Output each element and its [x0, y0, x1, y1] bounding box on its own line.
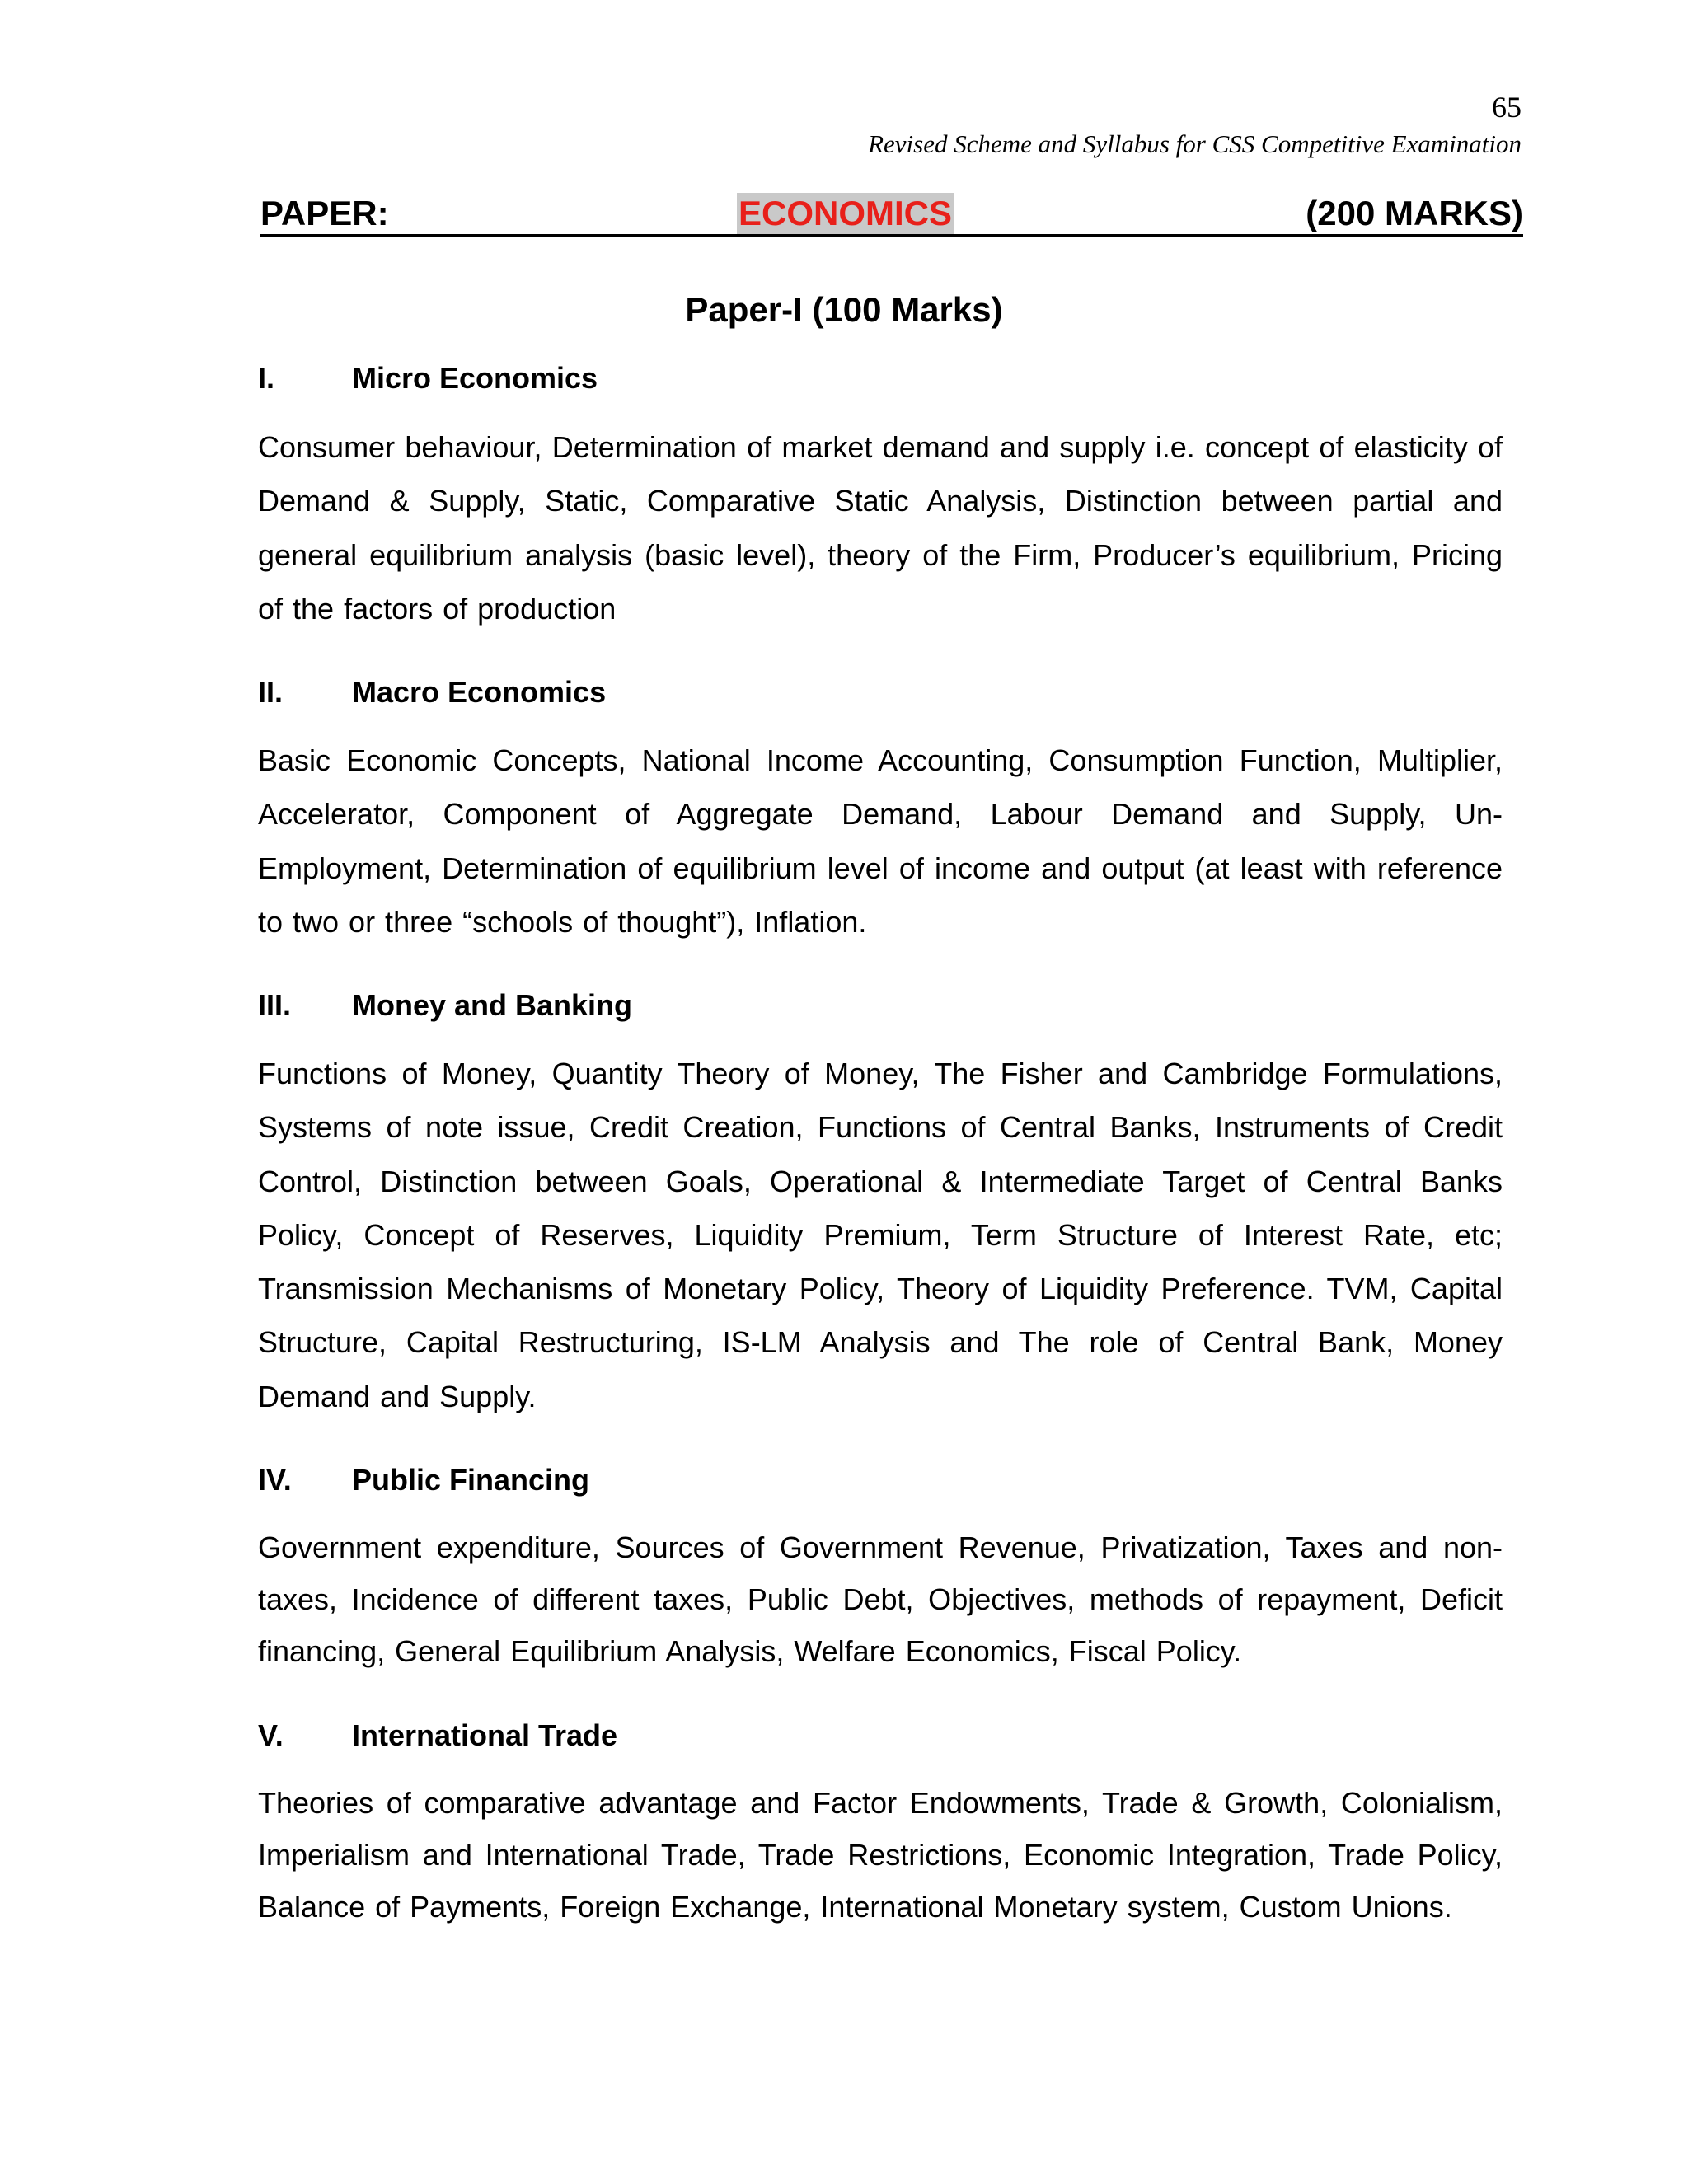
paper-line [260, 193, 1523, 237]
section-numeral: V. [258, 1718, 284, 1752]
section-title: Money and Banking [352, 988, 633, 1022]
section-title: Micro Economics [352, 361, 598, 395]
paper-title: Paper-I (100 Marks) [685, 290, 1003, 329]
running-header: Revised Scheme and Syllabus for CSS Competitive Examination [868, 129, 1522, 158]
section-numeral: III. [258, 988, 292, 1022]
section-numeral: IV. [258, 1463, 292, 1497]
paper-label: PAPER: [260, 194, 389, 232]
section-title: Public Financing [352, 1463, 590, 1497]
section-title: International Trade [352, 1718, 618, 1752]
section-body: Consumer behaviour, Determination of market demand and supply i.e. concept of elasticity of Demand & Supply, Static, Comparative Static Analysis, Distinction between partial and general equilibrium analysis (basic level), theory of the Firm, Producer’s equilibrium, Pricing of the factors of production [258, 430, 1503, 626]
page-number: 65 [1492, 91, 1522, 124]
section-body: Theories of comparative advantage and Factor Endowments, Trade & Growth, Colonialism, Imperialism and International Trade, Trade Restrictions, Economic Integration, Trade Policy, Balance of Payments, Foreign Exchange, International Monetary system, Custom Unions. [258, 1786, 1503, 1924]
section-numeral: I. [258, 361, 275, 395]
section-body: Functions of Money, Quantity Theory of Money, The Fisher and Cambridge Formulations, Systems of note issue, Credit Creation, Functions of Central Banks, Instruments of Credit Control, Distinction between Goals, Operational & Intermediate Target of Central Banks Policy, Concept of Reserves, Liquidity Premium, Term Structure of Interest Rate, etc; Transmission Mechanisms of Monetary Policy, Theory of Liquidity Preference. TVM, Capital Structure, Capital Restructuring, IS-LM Analysis and The role of Central Bank, Money Demand and Supply. [258, 1057, 1503, 1413]
paper-subject: ECONOMICS [738, 194, 953, 232]
section-body: Government expenditure, Sources of Government Revenue, Privatization, Taxes and non-taxes, Incidence of different taxes, Public Debt, Objectives, methods of repayment, Deficit financing, General Equilibrium Analysis, Welfare Economics, Fiscal Policy. [258, 1530, 1503, 1668]
paper-marks: (200 MARKS) [1306, 194, 1523, 232]
section-title: Macro Economics [352, 675, 607, 709]
section-body: Basic Economic Concepts, National Income Accounting, Consumption Function, Multiplier, Accelerator, Component of Aggregate Demand, Labour Demand and Supply, Un-Employment, Determination of equilibrium level of income and output (at least with reference to two or three “schools of thought”), Inflation. [258, 743, 1503, 939]
section-numeral: II. [258, 675, 284, 709]
